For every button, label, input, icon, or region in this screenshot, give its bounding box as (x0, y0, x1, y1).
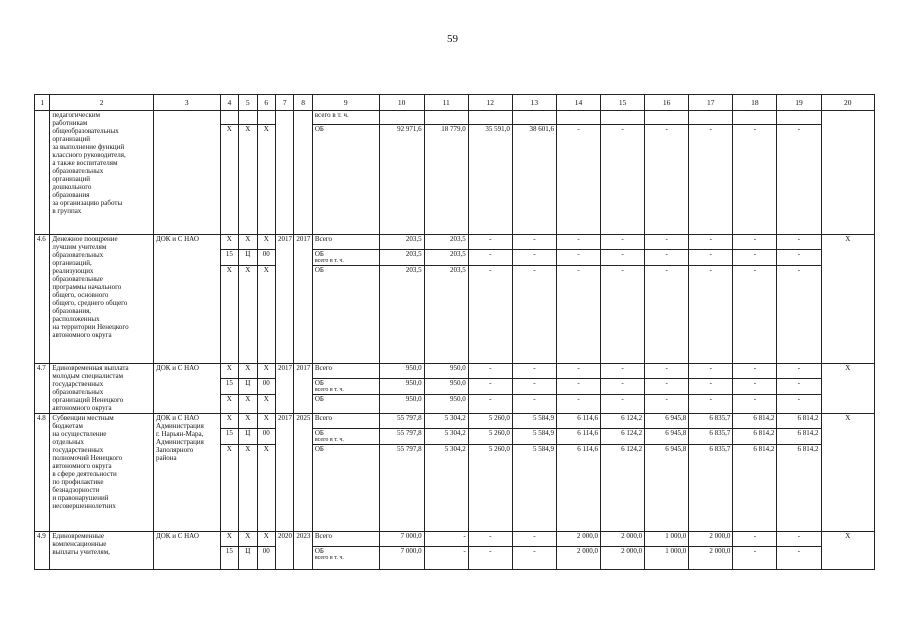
cell-c20: Х (821, 414, 875, 532)
item-name (50, 414, 154, 532)
cell-c18: - (733, 235, 777, 250)
col-header: 14 (556, 95, 600, 111)
text-line: расположенных (52, 315, 100, 323)
cell-year-start: 2017 (275, 235, 293, 364)
text-line: несовершеннолетних (52, 502, 116, 510)
text-line: образовательных (52, 167, 104, 175)
cell-c11: 18 779,0 (424, 125, 468, 235)
cell-c12: 5 260,0 (468, 445, 512, 532)
cell-c6: 00 (257, 250, 275, 266)
text-line: отдельных (52, 438, 85, 446)
cell-c12: 5 260,0 (468, 414, 512, 429)
cell-c11: 950,0 (424, 395, 468, 414)
cell-c18: 6 814,2 (733, 429, 777, 445)
cell-c5: Ц (239, 547, 257, 570)
cell-executor: ДОК и С НАО (153, 532, 220, 570)
cell-c16: - (645, 125, 689, 235)
col-header: 19 (777, 95, 821, 111)
item-name (50, 532, 154, 570)
text-line: образования, (52, 307, 92, 315)
cell-c13: - (512, 547, 556, 570)
cell-c15: 6 124,2 (601, 445, 645, 532)
cell-c11: 203,5 (424, 266, 468, 364)
cell-c10: 950,0 (379, 364, 424, 379)
cell-c13: 5 584,9 (512, 429, 556, 445)
col-header: 3 (153, 95, 220, 111)
item-name (50, 111, 154, 235)
col-header: 11 (424, 95, 468, 111)
cell-c14: 2 000,0 (556, 532, 600, 547)
source-label: ОБ (314, 250, 324, 258)
cell-c12: 35 591,0 (468, 125, 512, 235)
cell-c14: - (556, 250, 600, 266)
cell-c15: - (601, 379, 645, 395)
cell-c4: Х (220, 266, 238, 364)
cell-c4: Х (220, 414, 238, 429)
col-header: 16 (645, 95, 689, 111)
cell-c13: - (512, 235, 556, 250)
cell-c20: Х (821, 364, 875, 414)
cell-c15: 6 124,2 (601, 414, 645, 429)
cell-c14: 2 000,0 (556, 547, 600, 570)
cell-c13: 5 584,9 (512, 445, 556, 532)
cell-c14: - (556, 235, 600, 250)
cell-c15: 6 124,2 (601, 429, 645, 445)
cell-c10: 7 000,0 (379, 532, 424, 547)
cell-c5: Ц (239, 250, 257, 266)
cell-c19: - (777, 125, 821, 235)
item-name (50, 235, 154, 364)
text-line: Единовременная выплата (52, 364, 129, 372)
cell-c5: Х (239, 395, 257, 414)
cell-year-start (275, 111, 293, 235)
cell-c19: - (777, 379, 821, 395)
cell-c20 (821, 111, 875, 235)
cell-c11: 5 304,2 (424, 445, 468, 532)
cell-c10: 55 797,8 (379, 445, 424, 532)
text-line: автономного округа (52, 462, 112, 470)
cell-c13: - (512, 395, 556, 414)
cell-c6: 00 (257, 379, 275, 395)
cell-c4: 15 (220, 379, 238, 395)
text-line: организаций Ненецкого (52, 396, 124, 404)
cell-c15: - (601, 395, 645, 414)
cell-c12: - (468, 235, 512, 250)
cell-source (312, 250, 379, 266)
cell-c12: - (468, 266, 512, 364)
source-label: Всего (314, 532, 333, 540)
cell-c19: - (777, 250, 821, 266)
cell-c6: Х (257, 445, 275, 532)
source-sublabel: всего в т. ч. (314, 555, 344, 561)
text-line: государственных (52, 446, 104, 454)
cell-c4: 15 (220, 547, 238, 570)
col-header: 13 (512, 95, 556, 111)
cell-c15: 2 000,0 (601, 532, 645, 547)
text-line: в группах (52, 207, 82, 215)
text-line: бюджетам (52, 422, 83, 430)
cell-c5: Х (239, 266, 257, 364)
cell-c17: 6 835,7 (689, 429, 733, 445)
text-line: по профилактике (52, 478, 104, 486)
cell-c17: 6 835,7 (689, 414, 733, 429)
cell-c19: - (777, 266, 821, 364)
cell-c5: Х (239, 445, 257, 532)
cell-c6: Х (257, 125, 275, 235)
cell-c4: Х (220, 235, 238, 250)
cell-executor (153, 111, 220, 235)
source-sublabel: всего в т. ч. (314, 258, 344, 264)
text-line: молодым специалистам (52, 372, 124, 380)
cell-c5: Ц (239, 379, 257, 395)
item-name (50, 364, 154, 414)
col-header: 4 (220, 95, 238, 111)
source-label: ОБ (314, 395, 324, 403)
text-line: безнадзорности (52, 486, 100, 494)
cell-c19: 6 814,2 (777, 429, 821, 445)
cell-source (312, 445, 379, 532)
text-line: образования (52, 191, 90, 199)
cell-c15: - (601, 364, 645, 379)
col-header: 7 (275, 95, 293, 111)
text-line: и правонарушений (52, 494, 109, 502)
cell-year-start: 2017 (275, 414, 293, 532)
cell-c18: - (733, 547, 777, 570)
cell-c11: 5 304,2 (424, 414, 468, 429)
text-line: общего, среднего общего (52, 299, 128, 307)
cell-c10: 7 000,0 (379, 547, 424, 570)
text-line: реализующих (52, 267, 94, 275)
text-line: на осуществление (52, 430, 107, 438)
table-row (35, 532, 875, 547)
cell-c18: - (733, 379, 777, 395)
source-label: ОБ (314, 266, 324, 274)
cell-c13: - (512, 379, 556, 395)
cell-c5: Х (239, 414, 257, 429)
cell-c6: Х (257, 395, 275, 414)
cell-c16: 1 000,0 (645, 532, 689, 547)
cell-c11: - (424, 547, 468, 570)
cell-year-end: 2017 (294, 364, 312, 414)
cell-c11: 950,0 (424, 379, 468, 395)
table-row (35, 364, 875, 379)
cell-source (312, 235, 379, 250)
cell-c16: 1 000,0 (645, 547, 689, 570)
cell-c11: 203,5 (424, 250, 468, 266)
source-sublabel: всего в т. ч. (314, 437, 344, 443)
cell-c14: 6 114,6 (556, 429, 600, 445)
table-row (35, 414, 875, 429)
cell-c16: - (645, 364, 689, 379)
cell-c10: 203,5 (379, 250, 424, 266)
source-label: Всего (314, 364, 333, 372)
cell-c18: - (733, 250, 777, 266)
text-line: Единовременные (52, 532, 104, 540)
cell-year-end: 2025 (294, 414, 312, 532)
cell-c5: Ц (239, 429, 257, 445)
cell-c5: Х (239, 235, 257, 250)
cell-c19: - (777, 547, 821, 570)
text-line: образовательных (52, 251, 104, 259)
cell-c12: - (468, 379, 512, 395)
budget-table (34, 94, 875, 570)
text-line: за организацию работы (52, 199, 123, 207)
cell-c16: 6 945,8 (645, 429, 689, 445)
text-line: общеобразовательных (52, 127, 119, 135)
cell-source (312, 266, 379, 364)
cell-c13: - (512, 250, 556, 266)
cell-c11: 203,5 (424, 235, 468, 250)
cell-c17: - (689, 395, 733, 414)
cell-c4: 15 (220, 429, 238, 445)
cell-year-end: 2023 (294, 532, 312, 570)
cell-c16: 6 945,8 (645, 414, 689, 429)
cell-c15: - (601, 235, 645, 250)
text-line: района (155, 454, 177, 462)
cell-c20: Х (821, 532, 875, 570)
cell-c17: 2 000,0 (689, 547, 733, 570)
cell-c5: Х (239, 125, 257, 235)
cell-c4: Х (220, 364, 238, 379)
cell-c14: - (556, 379, 600, 395)
cell-c15: 2 000,0 (601, 547, 645, 570)
item-number: 4.6 (35, 235, 50, 364)
cell-c14: - (556, 125, 600, 235)
cell-c10: 92 971,6 (379, 125, 424, 235)
cell-c18: - (733, 125, 777, 235)
cell-source (312, 429, 379, 445)
cell-c6: 00 (257, 547, 275, 570)
cell-c16: 6 945,8 (645, 445, 689, 532)
cell-c13: - (512, 532, 556, 547)
cell-c13: - (512, 364, 556, 379)
text-line: Заполярного (155, 446, 194, 454)
cell-c6: Х (257, 364, 275, 379)
cell-year-start: 2017 (275, 364, 293, 414)
col-header: 20 (821, 95, 875, 111)
col-header: 5 (239, 95, 257, 111)
cell-num (35, 111, 50, 235)
cell-c14: - (556, 364, 600, 379)
text-line: автономного округа (52, 331, 112, 339)
cell-c19: - (777, 395, 821, 414)
cell-c4: 15 (220, 250, 238, 266)
cell-c15: - (601, 125, 645, 235)
cell-c18: - (733, 395, 777, 414)
cell-c18: - (733, 532, 777, 547)
cell-year-end: 2017 (294, 235, 312, 364)
cell-c6: Х (257, 235, 275, 250)
text-line: полномочий Ненецкого (52, 454, 123, 462)
text-line: организаций, (52, 259, 92, 267)
cell-c18: 6 814,2 (733, 445, 777, 532)
cell-year-end (294, 111, 312, 235)
source-label: ОБ (314, 445, 324, 453)
cell-c10: 950,0 (379, 379, 424, 395)
cell-c12: - (468, 532, 512, 547)
text-line: на территории Ненецкого (52, 323, 129, 331)
cell-c10: 203,5 (379, 266, 424, 364)
text-line: автономного округа (52, 404, 112, 412)
cell-c13: - (512, 266, 556, 364)
cell-c15: - (601, 266, 645, 364)
cell-executor: ДОК и С НАО (153, 364, 220, 414)
source-label: Всего (314, 414, 333, 422)
col-header: 17 (689, 95, 733, 111)
cell-c17: - (689, 364, 733, 379)
cell-c4: Х (220, 532, 238, 547)
cell-c12: 5 260,0 (468, 429, 512, 445)
cell-c10: 55 797,8 (379, 429, 424, 445)
cell-c6: Х (257, 532, 275, 547)
col-header: 8 (294, 95, 312, 111)
text-line: ДОК и С НАО (155, 414, 199, 422)
cell-c4: Х (220, 125, 238, 235)
cell-source (312, 532, 379, 547)
cell-c10: 203,5 (379, 235, 424, 250)
text-line: компенсационные (52, 540, 107, 548)
text-line: выплаты учителям, (52, 548, 110, 556)
text-line: лучшим учителям (52, 243, 107, 251)
cell-c19: - (777, 235, 821, 250)
cell-c4: Х (220, 395, 238, 414)
cell-c12: - (468, 547, 512, 570)
text-line: Администрация (155, 438, 204, 446)
cell-c14: 6 114,6 (556, 414, 600, 429)
cell-c16: - (645, 379, 689, 395)
source-sublabel: всего в т. ч. (314, 387, 344, 393)
cell-source (312, 395, 379, 414)
cell-c18: - (733, 266, 777, 364)
cell-c16: - (645, 266, 689, 364)
cell-year-start: 2020 (275, 532, 293, 570)
item-number: 4.7 (35, 364, 50, 414)
text-line: общего, основного (52, 291, 109, 299)
cell-c12: - (468, 364, 512, 379)
cell-c5: Х (239, 364, 257, 379)
cell-c6: 00 (257, 429, 275, 445)
text-line: организаций (52, 175, 90, 183)
cell-c14: - (556, 266, 600, 364)
page-number: 59 (447, 33, 458, 45)
text-line: образовательные (52, 275, 103, 283)
cell-c5: Х (239, 532, 257, 547)
cell-c17: 2 000,0 (689, 532, 733, 547)
cell-c16: - (645, 250, 689, 266)
source-label: ОБ (314, 429, 324, 437)
cell-c4: Х (220, 445, 238, 532)
cell-c17: - (689, 379, 733, 395)
text-line: педагогическим (52, 111, 101, 119)
cell-c13: 38 601,6 (512, 125, 556, 235)
table-row (35, 235, 875, 250)
cell-c12: - (468, 250, 512, 266)
cell-source (312, 414, 379, 429)
text-line: программы начального (52, 283, 122, 291)
source-label: ОБ (314, 547, 324, 555)
item-number: 4.8 (35, 414, 50, 532)
cell-c15: - (601, 250, 645, 266)
cell-source: ОБ (312, 125, 379, 235)
source-label: Всего (314, 235, 333, 243)
cell-c11: 950,0 (424, 364, 468, 379)
col-header: 1 (35, 95, 50, 111)
col-header: 9 (312, 95, 379, 111)
text-line: Денежное поощрение (52, 235, 118, 243)
cell-c10: 950,0 (379, 395, 424, 414)
text-line: организаций (52, 135, 90, 143)
item-number: 4.9 (35, 532, 50, 570)
cell-c19: 6 814,2 (777, 445, 821, 532)
cell-executor (153, 414, 220, 532)
cell-c20: Х (821, 235, 875, 364)
cell-c12: - (468, 395, 512, 414)
table-row (35, 111, 875, 125)
text-line: а также воспитателям (52, 159, 118, 167)
col-header: 12 (468, 95, 512, 111)
cell-c14: - (556, 395, 600, 414)
cell-executor: ДОК и С НАО (153, 235, 220, 364)
text-line: Администрация (155, 422, 204, 430)
cell-c11: 5 304,2 (424, 429, 468, 445)
cell-c17: 6 835,7 (689, 445, 733, 532)
text-line: за выполнение функций (52, 143, 125, 151)
cell-c13: 5 584,9 (512, 414, 556, 429)
cell-c10: 55 797,8 (379, 414, 424, 429)
col-header: 10 (379, 95, 424, 111)
cell-c17: - (689, 266, 733, 364)
text-line: образовательных (52, 388, 104, 396)
cell-c19: 6 814,2 (777, 414, 821, 429)
cell-c6: Х (257, 414, 275, 429)
cell-source (312, 547, 379, 570)
col-header: 2 (50, 95, 154, 111)
cell-c19: - (777, 364, 821, 379)
cell-c17: - (689, 250, 733, 266)
cell-source: всего в т. ч. (312, 111, 379, 125)
col-header: 15 (601, 95, 645, 111)
cell-c18: 6 814,2 (733, 414, 777, 429)
cell-c16: - (645, 395, 689, 414)
cell-c16: - (645, 235, 689, 250)
text-line: дошкольного (52, 183, 92, 191)
cell-c11: - (424, 532, 468, 547)
source-label: ОБ (314, 379, 324, 387)
cell-source (312, 379, 379, 395)
text-line: работникам (52, 119, 88, 127)
cell-source (312, 364, 379, 379)
text-line: Субвенции местным (52, 414, 114, 422)
cell-c14: 6 114,6 (556, 445, 600, 532)
text-line: в сфере деятельности (52, 470, 117, 478)
cell-c17: - (689, 125, 733, 235)
col-header: 18 (733, 95, 777, 111)
cell-c17: - (689, 235, 733, 250)
text-line: государственных (52, 380, 104, 388)
cell-c19: - (777, 532, 821, 547)
cell-c6: Х (257, 266, 275, 364)
text-line: классного руководителя, (52, 151, 126, 159)
text-line: г. Нарьян-Мара, (155, 430, 204, 438)
header-row (35, 95, 875, 111)
col-header: 6 (257, 95, 275, 111)
cell-c18: - (733, 364, 777, 379)
